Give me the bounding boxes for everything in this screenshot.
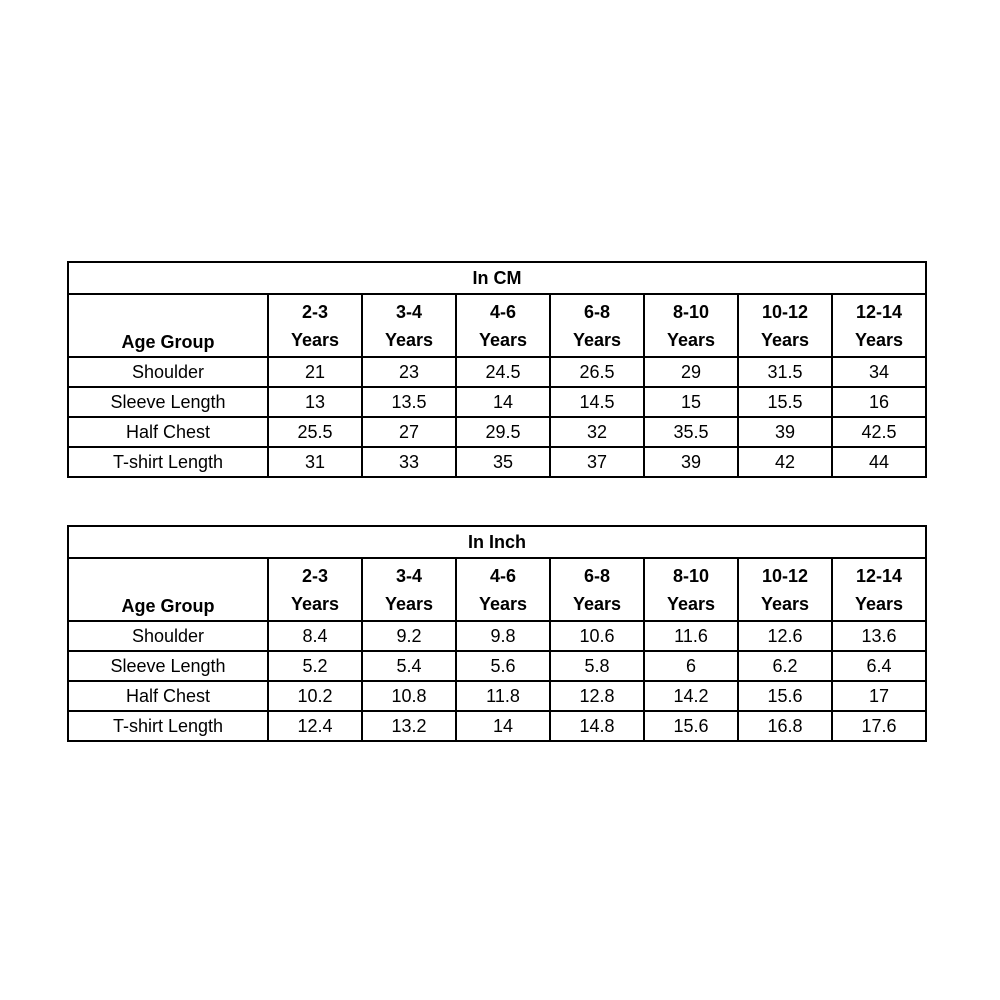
column-header-unit: Years bbox=[666, 329, 716, 350]
table-row bbox=[68, 711, 926, 741]
table-cell: 6 bbox=[644, 651, 738, 681]
table-cell: 16.8 bbox=[738, 711, 832, 741]
table-row bbox=[68, 651, 926, 681]
column-header-unit: Years bbox=[572, 593, 622, 614]
table-cell: 6.2 bbox=[738, 651, 832, 681]
table-cell: 10.8 bbox=[362, 681, 456, 711]
table-cell: 31 bbox=[268, 447, 362, 477]
table-cell: 10.6 bbox=[550, 621, 644, 651]
column-header-range: 10-12 bbox=[761, 301, 809, 322]
row-label: Shoulder bbox=[68, 357, 268, 387]
column-header-unit: Years bbox=[384, 329, 434, 350]
size-chart-table-inch bbox=[67, 525, 927, 742]
table-title-row bbox=[68, 262, 926, 294]
column-header bbox=[456, 294, 550, 357]
row-label: T-shirt Length bbox=[68, 711, 268, 741]
column-header-range: 10-12 bbox=[761, 565, 809, 586]
table-cell: 12.6 bbox=[738, 621, 832, 651]
table-cell: 35 bbox=[456, 447, 550, 477]
table-cell: 27 bbox=[362, 417, 456, 447]
column-header-unit: Years bbox=[478, 329, 528, 350]
table-cell: 23 bbox=[362, 357, 456, 387]
table-cell: 14.2 bbox=[644, 681, 738, 711]
column-header-range: 4-6 bbox=[489, 565, 516, 586]
age-group-header: Age Group bbox=[68, 294, 268, 357]
row-label: Sleeve Length bbox=[68, 651, 268, 681]
table-cell: 21 bbox=[268, 357, 362, 387]
table-cell: 5.8 bbox=[550, 651, 644, 681]
column-header bbox=[268, 294, 362, 357]
table-cell: 12.8 bbox=[550, 681, 644, 711]
table-cell: 5.6 bbox=[456, 651, 550, 681]
table-cell: 16 bbox=[832, 387, 926, 417]
table-title: In CM bbox=[68, 262, 926, 294]
column-header-unit: Years bbox=[290, 329, 340, 350]
column-header-unit: Years bbox=[854, 329, 904, 350]
column-header-unit: Years bbox=[572, 329, 622, 350]
table-row bbox=[68, 681, 926, 711]
table-cell: 17 bbox=[832, 681, 926, 711]
table-cell: 15.6 bbox=[738, 681, 832, 711]
table-header-row bbox=[68, 294, 926, 357]
table-cell: 42 bbox=[738, 447, 832, 477]
table-cell: 29 bbox=[644, 357, 738, 387]
table-cell: 32 bbox=[550, 417, 644, 447]
column-header-range: 6-8 bbox=[583, 565, 610, 586]
table-cell: 29.5 bbox=[456, 417, 550, 447]
table-cell: 13.6 bbox=[832, 621, 926, 651]
table-cell: 13 bbox=[268, 387, 362, 417]
column-header bbox=[644, 558, 738, 621]
table-cell: 24.5 bbox=[456, 357, 550, 387]
column-header-range: 3-4 bbox=[395, 565, 422, 586]
table-cell: 11.8 bbox=[456, 681, 550, 711]
age-group-header: Age Group bbox=[68, 558, 268, 621]
column-header-range: 12-14 bbox=[855, 301, 903, 322]
column-header-range: 12-14 bbox=[855, 565, 903, 586]
row-label: Half Chest bbox=[68, 417, 268, 447]
column-header bbox=[550, 558, 644, 621]
table-cell: 15.6 bbox=[644, 711, 738, 741]
column-header-range: 3-4 bbox=[395, 301, 422, 322]
table-cell: 9.2 bbox=[362, 621, 456, 651]
table-cell: 15.5 bbox=[738, 387, 832, 417]
table-row bbox=[68, 447, 926, 477]
column-header-unit: Years bbox=[384, 593, 434, 614]
column-header-range: 2-3 bbox=[301, 301, 328, 322]
table-cell: 14 bbox=[456, 387, 550, 417]
column-header bbox=[550, 294, 644, 357]
size-chart-table-cm bbox=[67, 261, 927, 478]
row-label: Shoulder bbox=[68, 621, 268, 651]
column-header bbox=[362, 294, 456, 357]
table-row bbox=[68, 357, 926, 387]
column-header bbox=[832, 558, 926, 621]
table-cell: 5.2 bbox=[268, 651, 362, 681]
table-cell: 5.4 bbox=[362, 651, 456, 681]
table-cell: 14.5 bbox=[550, 387, 644, 417]
table-cell: 44 bbox=[832, 447, 926, 477]
table-cell: 14.8 bbox=[550, 711, 644, 741]
table-cell: 31.5 bbox=[738, 357, 832, 387]
column-header-range: 2-3 bbox=[301, 565, 328, 586]
column-header bbox=[456, 558, 550, 621]
table-cell: 13.2 bbox=[362, 711, 456, 741]
column-header bbox=[738, 558, 832, 621]
table-cell: 17.6 bbox=[832, 711, 926, 741]
column-header bbox=[362, 558, 456, 621]
table-row bbox=[68, 417, 926, 447]
column-header bbox=[832, 294, 926, 357]
table-cell: 13.5 bbox=[362, 387, 456, 417]
table-cell: 39 bbox=[644, 447, 738, 477]
table-header-row bbox=[68, 558, 926, 621]
column-header-range: 4-6 bbox=[489, 301, 516, 322]
table-title-row bbox=[68, 526, 926, 558]
column-header-unit: Years bbox=[290, 593, 340, 614]
table-cell: 37 bbox=[550, 447, 644, 477]
table-cell: 42.5 bbox=[832, 417, 926, 447]
table-cell: 33 bbox=[362, 447, 456, 477]
table-cell: 26.5 bbox=[550, 357, 644, 387]
row-label: T-shirt Length bbox=[68, 447, 268, 477]
column-header-range: 6-8 bbox=[583, 301, 610, 322]
column-header bbox=[644, 294, 738, 357]
table-cell: 11.6 bbox=[644, 621, 738, 651]
table-cell: 9.8 bbox=[456, 621, 550, 651]
table-cell: 6.4 bbox=[832, 651, 926, 681]
column-header-unit: Years bbox=[666, 593, 716, 614]
column-header-unit: Years bbox=[760, 329, 810, 350]
table-cell: 35.5 bbox=[644, 417, 738, 447]
column-header-range: 8-10 bbox=[672, 301, 710, 322]
table-title: In Inch bbox=[68, 526, 926, 558]
column-header bbox=[738, 294, 832, 357]
column-header-unit: Years bbox=[478, 593, 528, 614]
table-cell: 12.4 bbox=[268, 711, 362, 741]
table-cell: 34 bbox=[832, 357, 926, 387]
row-label: Half Chest bbox=[68, 681, 268, 711]
table-cell: 14 bbox=[456, 711, 550, 741]
table-row bbox=[68, 621, 926, 651]
table-cell: 25.5 bbox=[268, 417, 362, 447]
column-header bbox=[268, 558, 362, 621]
table-cell: 8.4 bbox=[268, 621, 362, 651]
table-cell: 10.2 bbox=[268, 681, 362, 711]
table-row bbox=[68, 387, 926, 417]
table-cell: 15 bbox=[644, 387, 738, 417]
column-header-range: 8-10 bbox=[672, 565, 710, 586]
row-label: Sleeve Length bbox=[68, 387, 268, 417]
column-header-unit: Years bbox=[760, 593, 810, 614]
column-header-unit: Years bbox=[854, 593, 904, 614]
table-cell: 39 bbox=[738, 417, 832, 447]
